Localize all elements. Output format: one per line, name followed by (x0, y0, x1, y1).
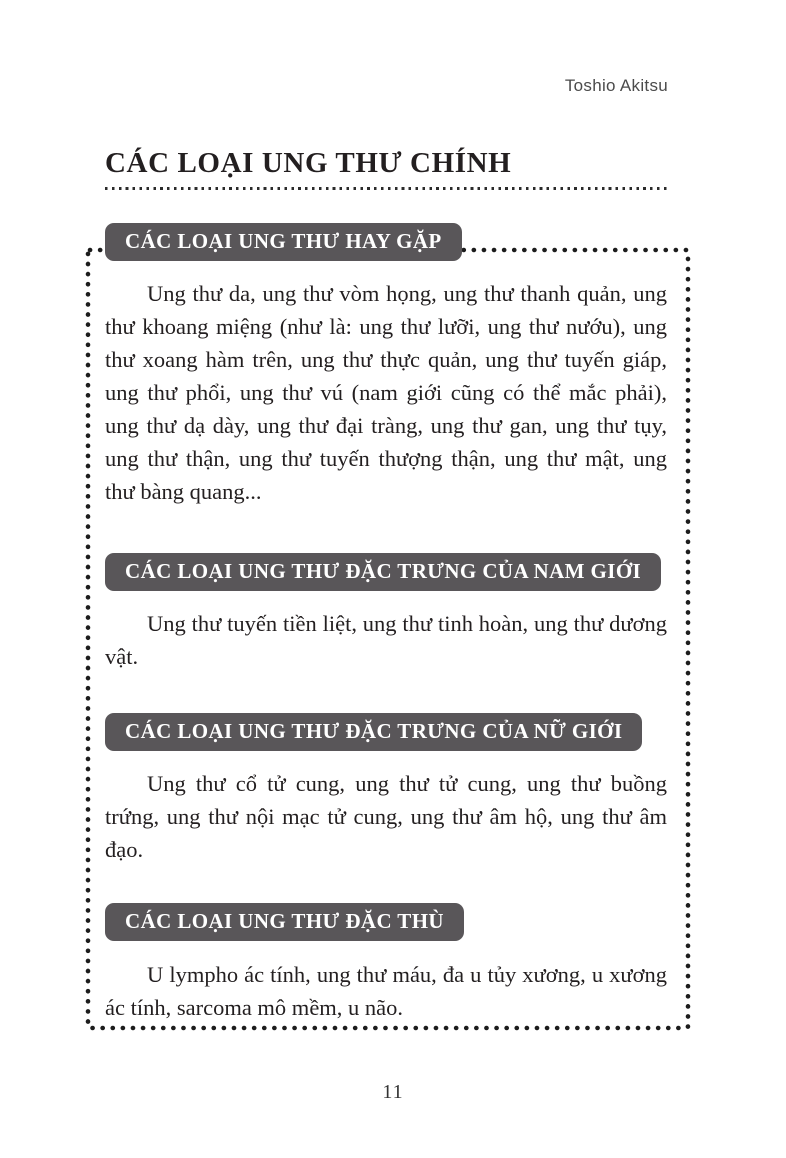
section-body-male-cancers: Ung thư tuyến tiền liệt, ung thư tinh hoàn, ung thư dương vật. (105, 611, 667, 669)
page-title: CÁC LOẠI UNG THƯ CHÍNH (105, 147, 512, 180)
content-dotted-box (85, 229, 691, 1031)
section-heading-row (105, 553, 667, 591)
section-heading-special-cancers: CÁC LOẠI UNG THƯ ĐẶC THÙ (105, 903, 464, 941)
title-dotted-ruler (105, 187, 668, 190)
page-number: 11 (382, 1081, 404, 1103)
section-heading-female-cancers: CÁC LOẠI UNG THƯ ĐẶC TRƯNG CỦA NỮ GIỚI (105, 713, 642, 751)
author-name: Toshio Akitsu (564, 76, 668, 95)
content-area (85, 223, 691, 1024)
section-heading-common-cancers: CÁC LOẠI UNG THƯ HAY GẶP (105, 223, 462, 261)
section-heading-male-cancers: CÁC LOẠI UNG THƯ ĐẶC TRƯNG CỦA NAM GIỚI (105, 553, 661, 591)
section-body-special-cancers: U lympho ác tính, ung thư máu, đa u tủy xương, u xương ác tính, sarcoma mô mềm, u não. (105, 962, 667, 1020)
section-body-common-cancers: Ung thư da, ung thư vòm họng, ung thư thanh quản, ung thư khoang miệng (như là: ung thư lưỡi, ung thư nướu), ung thư xoang hàm trên, ung thư thực quản, ung thư tuyến giáp, ung thư phổi, ung thư vú (nam giới cũng có thể mắc phải), ung thư dạ dày, ung thư đại tràng, ung thư gan, ung thư tụy, ung thư thận, ung thư tuyến thượng thận, ung thư mật, ung thư bàng quang... (105, 281, 667, 504)
section-heading-row (105, 903, 667, 941)
section-heading-row (105, 223, 667, 261)
section-body-female-cancers: Ung thư cổ tử cung, ung thư tử cung, ung thư buồng trứng, ung thư nội mạc tử cung, ung thư âm hộ, ung thư âm đạo. (105, 771, 667, 862)
section-heading-row (105, 713, 667, 751)
